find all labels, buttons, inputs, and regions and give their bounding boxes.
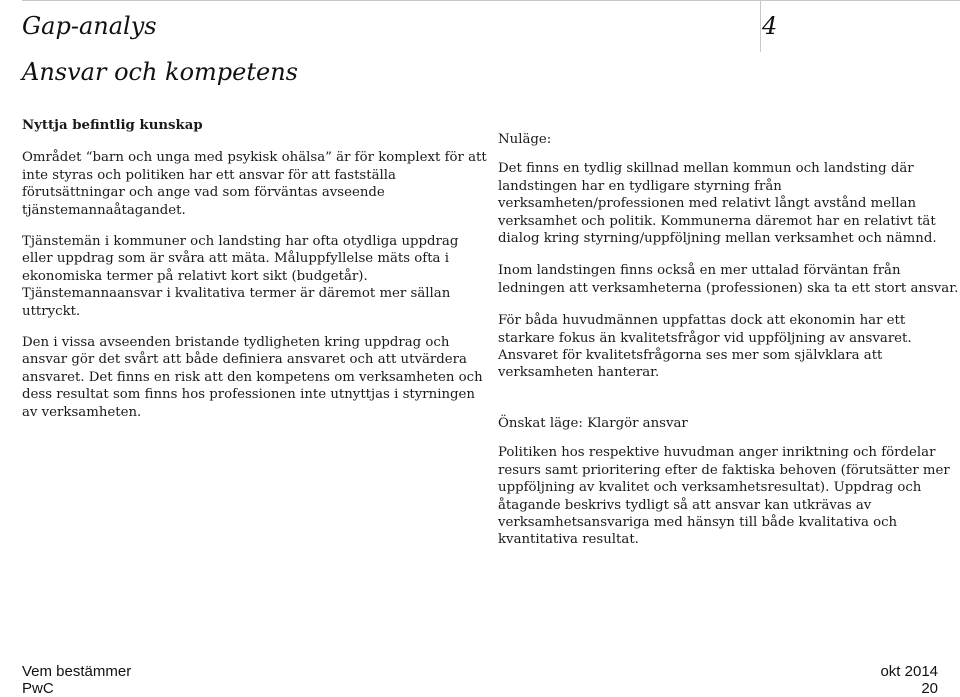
left-column <box>22 117 492 435</box>
page-title: Gap-analys <box>22 12 157 40</box>
left-paragraph: Området “barn och unga med psykisk ohälsa” är för komplext för att inte styras och politiken har ett ansvar för att fastställa förutsättningar och ange vad som förväntas avseende tjänstemannaåtagandet. <box>22 150 487 218</box>
current-state-label: Nuläge: <box>498 132 552 147</box>
left-paragraph: Tjänstemän i kommuner och landsting har ofta otydliga uppdrag eller uppdrag som är svåra att mäta. Måluppfyllelse mäts ofta i ekonomiska termer på relativt kort sikt (budgetår). Tjänstemannaansvar i kvalitativa termer är däremot mer sällan uttryckt. <box>22 234 459 319</box>
section-number: 4 <box>762 12 778 40</box>
footer-page-number: 20 <box>921 680 938 697</box>
footer-date: okt 2014 <box>880 663 938 680</box>
right-column <box>498 131 960 564</box>
footer-company: PwC <box>22 680 54 697</box>
header-rule <box>22 0 760 1</box>
current-state-paragraph: Det finns en tydlig skillnad mellan kommun och landsting där landstingen har en tydligare styrning från verksamheten/professionen med relativt långt avstånd mellan verksamhet och politik. Kommunerna däremot har en relativt tät dialog kring styrning/uppföljning mellan verksamhet och nämnd. <box>498 161 937 247</box>
current-state-paragraph: För båda huvudmännen uppfattas dock att ekonomin har ett starkare fokus än kvalitetsfrågor vid uppföljning av ansvaret. Ansvaret för kvalitetsfrågorna ses mer som självklara att verksamheten hanterar. <box>498 313 912 381</box>
page-subtitle: Ansvar och kompetens <box>22 58 298 86</box>
left-paragraph: Den i vissa avseenden bristande tydligheten kring uppdrag och ansvar gör det svårt att både definiera ansvaret och att utvärdera ansvaret. Det finns en risk att den kompetens om verksamheten och dess resultat som finns hos professionen inte utnyttjas i styrningen av verksamheten. <box>22 335 483 420</box>
page-number-box-side <box>760 0 761 52</box>
current-state-paragraph: Inom landstingen finns också en mer uttalad förväntan från ledningen att verksamheterna (professionen) ska ta ett stort ansvar. <box>498 263 959 296</box>
desired-state-label: Önskat läge: Klargör ansvar <box>498 415 688 431</box>
desired-state-paragraph: Politiken hos respektive huvudman anger inriktning och fördelar resurs samt prioritering efter de faktiska behoven (förutsätter mer uppföljning av kvalitet och verksamhetsresultat). Uppdrag och åtagande beskrivs tydligt så att ansvar kan utkrävas av verksamhetsansvariga med hänsyn till både kvalitativa och kvantitativa resultat. <box>498 445 950 548</box>
page-number-box-top <box>760 0 960 1</box>
left-heading: Nyttja befintlig kunskap <box>22 118 203 133</box>
footer-document-title: Vem bestämmer <box>22 663 132 680</box>
spacer <box>498 397 960 415</box>
